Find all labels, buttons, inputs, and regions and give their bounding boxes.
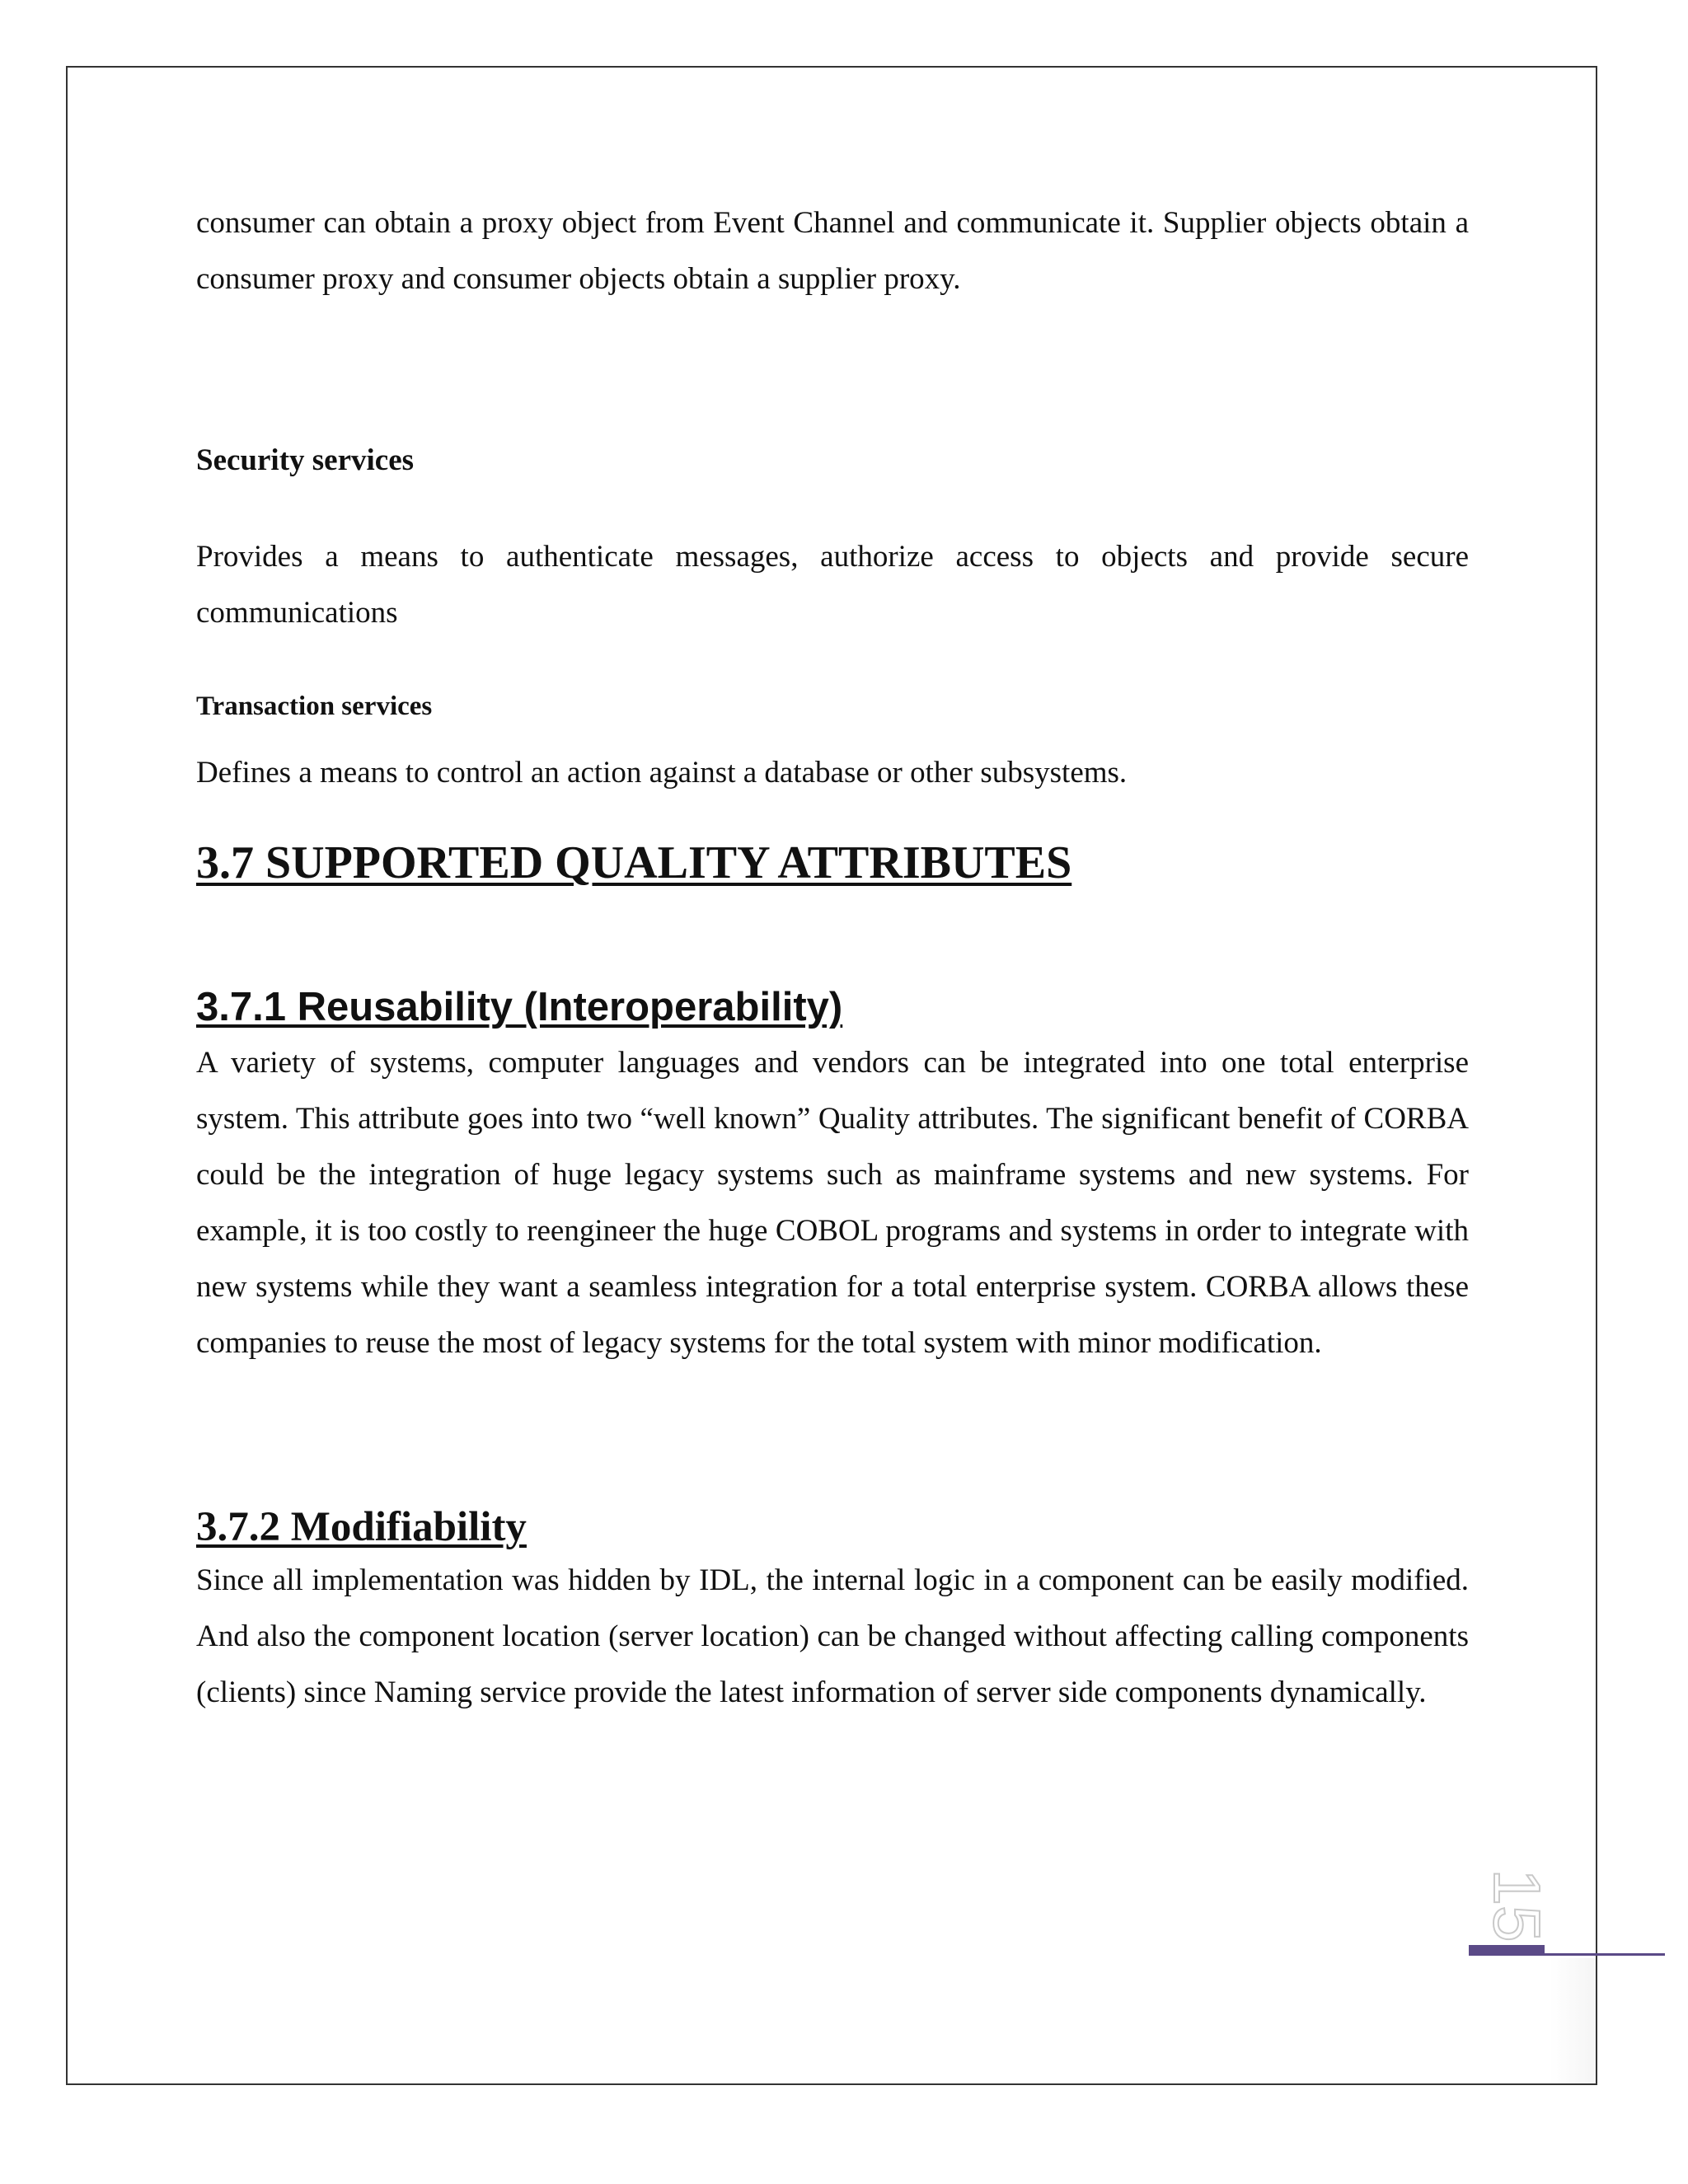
security-services-heading: Security services	[196, 443, 415, 477]
section-3-7-2-block	[196, 1553, 1469, 1721]
security-services-heading-block	[196, 440, 1469, 481]
corner-shading	[1550, 1958, 1596, 2083]
section-3-7-heading: 3.7 SUPPORTED QUALITY ATTRIBUTES	[196, 837, 1072, 888]
page-number: 15	[1480, 1868, 1554, 1943]
footer-accent-line	[1545, 1953, 1665, 1956]
section-3-7-1-heading: 3.7.1 Reusability (Interoperability)	[196, 985, 843, 1029]
section-3-7-2-heading-block	[196, 1502, 1469, 1553]
intro-block	[196, 195, 1469, 307]
section-3-7-heading-block	[196, 834, 1469, 892]
intro-paragraph: consumer can obtain a proxy object from Event Channel and communicate it. Supplier objects obtain a consumer proxy and consumer objects obtain a supplier proxy.	[196, 206, 1469, 296]
section-3-7-1-block	[196, 1035, 1469, 1371]
security-services-paragraph: Provides a means to authenticate messages, authorize access to objects and provide secure communications	[196, 540, 1469, 630]
transaction-services-heading-block	[196, 686, 1469, 727]
transaction-services-paragraph: Defines a means to control an action against a database or other subsystems.	[196, 756, 1128, 790]
footer-accent-bar	[1469, 1945, 1545, 1956]
security-services-block	[196, 529, 1469, 641]
section-3-7-1-paragraph: A variety of systems, computer languages and vendors can be integrated into one total enterprise system. This attribute goes into two “well known” Quality attributes. The significant benefit of CORBA could be the integration of huge legacy systems such as mainframe systems and new systems. For example, it is too costly to reengineer the huge COBOL programs and systems in order to integrate with new systems while they want a seamless integration for a total enterprise system. CORBA allows these companies to reuse the most of legacy systems for the total system with minor modification.	[196, 1046, 1469, 1360]
section-3-7-2-heading: 3.7.2 Modifiability	[196, 1504, 527, 1550]
section-3-7-1-heading-block	[196, 982, 1469, 1032]
section-3-7-2-paragraph: Since all implementation was hidden by IDL, the internal logic in a component can be easily modified. And also the component location (server location) can be changed without affecting calling components (clients) since Naming service provide the latest information of server side components dynamically.	[196, 1563, 1469, 1709]
transaction-services-block	[196, 745, 1469, 801]
transaction-services-heading: Transaction services	[196, 691, 433, 721]
